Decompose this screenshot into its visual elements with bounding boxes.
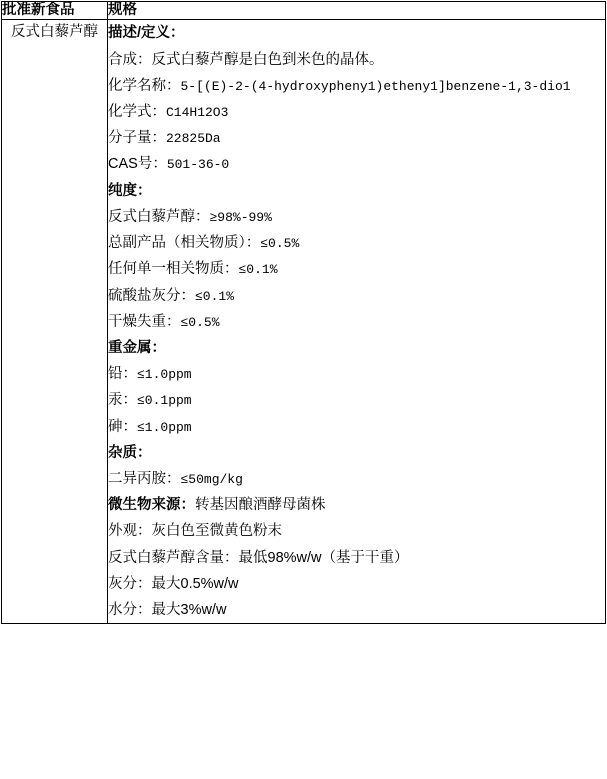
spec-line-single-related-substance: 任何单一相关物质：≤0.1% [108,261,278,278]
spec-line-chemical-formula: 化学式：C14H12O3 [108,103,229,120]
spec-line-mercury: 汞：≤0.1ppm [108,392,192,409]
table-header [2,2,606,20]
table-header-row [2,2,606,20]
spec-line-diisopropylamine: 二异丙胺：≤50mg/kg [108,471,243,488]
specification-table [1,1,606,624]
spec-line-lead: 铅：≤1.0ppm [108,366,192,383]
spec-line-description-definition: 描述/定义： [108,25,185,42]
column-header-approved-novel-food: 批准新食品 [2,2,108,20]
spec-line-chemical-name: 化学名称：5-[(E)-2-(4-hydroxypheny1)etheny1]benzene-1,3-dio1 [108,77,571,94]
spec-line-purity-heading: 纯度： [108,182,152,199]
spec-line-appearance: 外观：灰白色至微黄色粉末 [108,523,282,540]
spec-line-cas-number: CAS号：501-36-0 [108,156,230,173]
spec-line-microbial-source: 微生物来源：转基因酿酒酵母菌株 [108,497,326,514]
spec-line-total-byproducts: 总副产品（相关物质）：≤0.5% [108,235,300,252]
cell-specification-details [108,20,606,624]
spec-line-moisture: 水分：最大3%w/w [108,601,227,618]
spec-line-arsenic: 砷：≤1.0ppm [108,418,192,435]
cell-novel-food-name: 反式白藜芦醇 [2,20,108,624]
spec-line-molecular-weight: 分子量：22825Da [108,130,221,147]
spec-line-sulphated-ash: 硫酸盐灰分：≤0.1% [108,287,235,304]
spec-line-impurities-heading: 杂质： [108,444,152,461]
spec-line-trans-resveratrol-purity: 反式白藜芦醇：≥98%-99% [108,208,272,225]
spec-line-ash: 灰分：最大0.5%w/w [108,575,239,592]
table-row [2,20,606,624]
spec-line-trans-resveratrol-content: 反式白藜芦醇含量：最低98%w/w（基于干重） [108,549,409,566]
spec-line-synthesis: 合成：反式白藜芦醇是白色到米色的晶体。 [108,51,384,68]
spec-line-heavy-metals-heading: 重金属： [108,340,166,357]
column-header-specification: 规格 [108,2,606,20]
table-body [2,20,606,624]
spec-line-loss-on-drying: 干燥失重：≤0.5% [108,313,220,330]
